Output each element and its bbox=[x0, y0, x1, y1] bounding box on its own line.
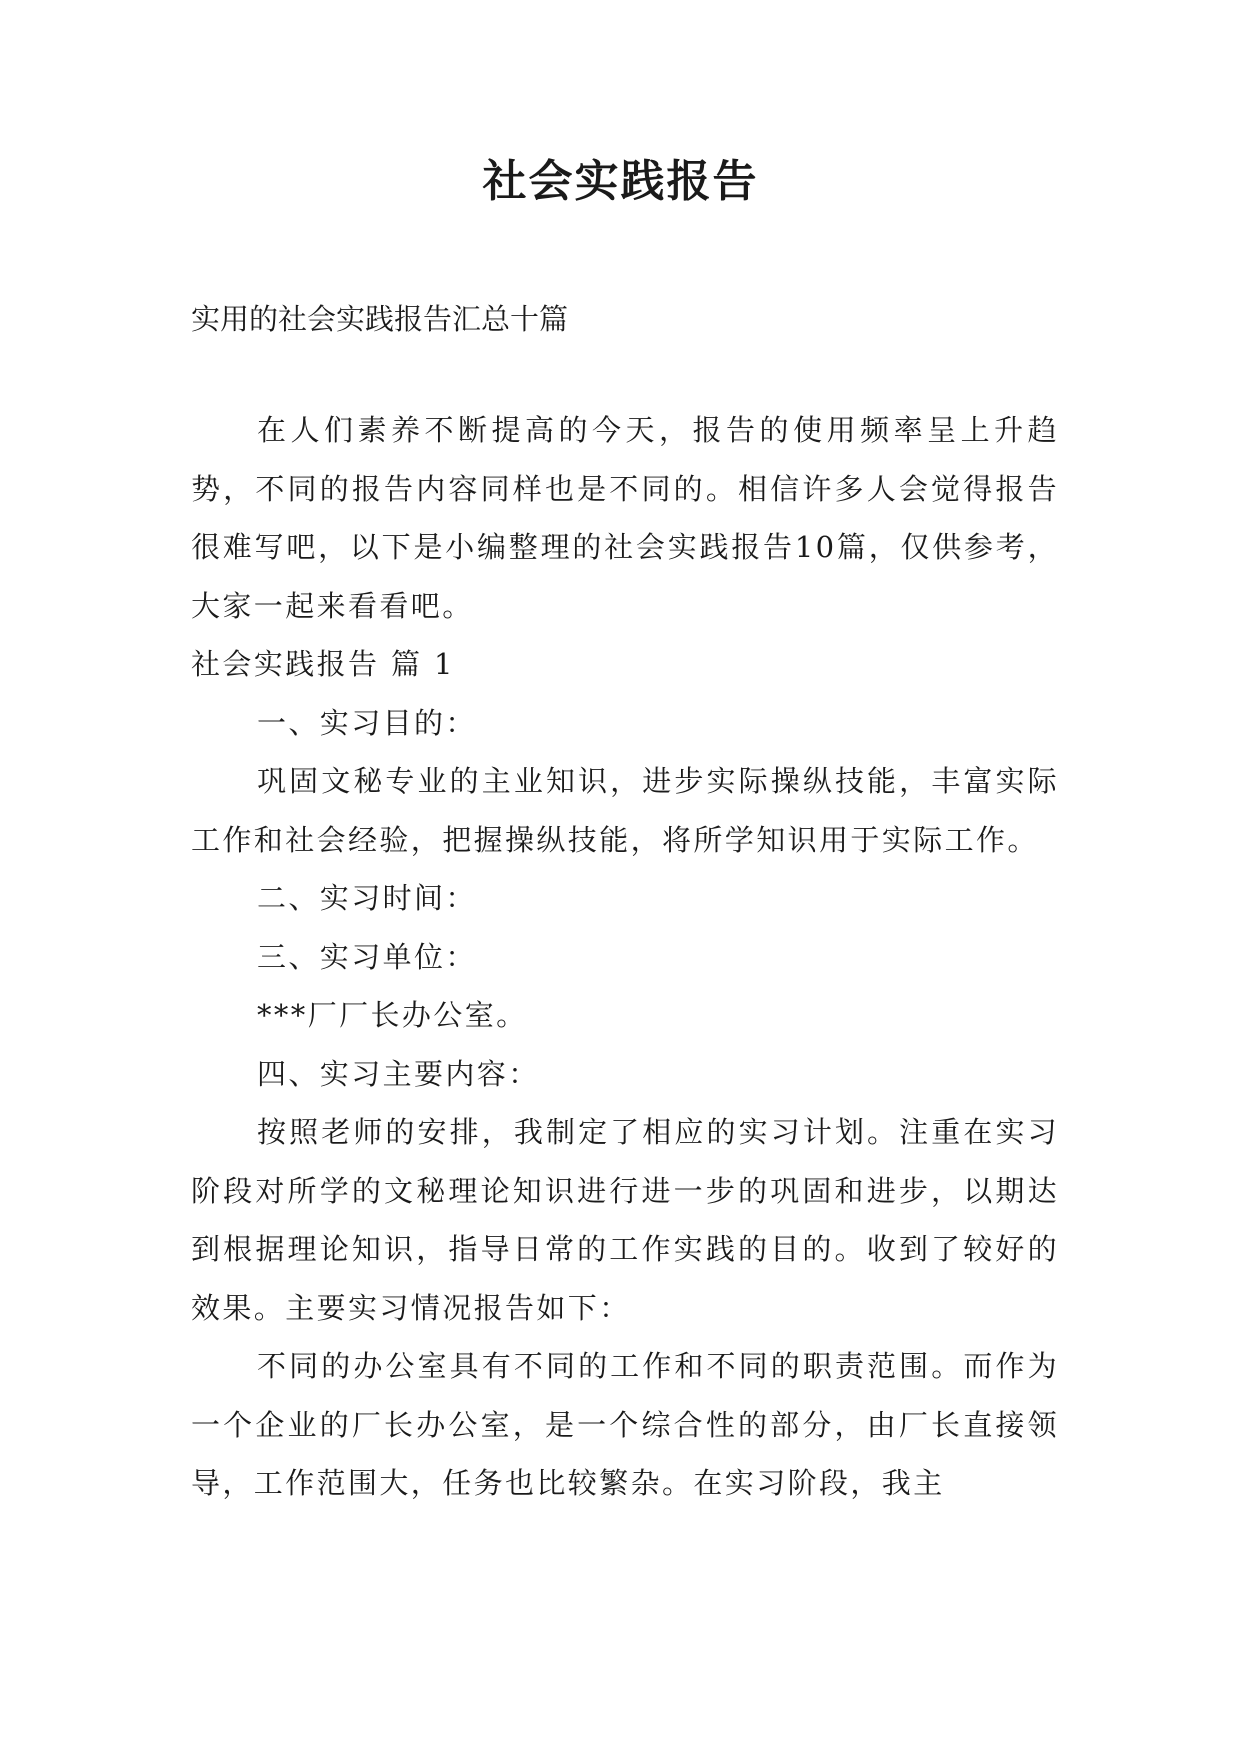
heading-internship-time: 二、实习时间： bbox=[257, 881, 477, 915]
document-body bbox=[191, 401, 1059, 1513]
document-title: 社会实践报告 bbox=[482, 156, 759, 207]
heading-internship-content: 四、实习主要内容： bbox=[257, 1056, 540, 1091]
document-subtitle: 实用的社会实践报告汇总十篇 bbox=[191, 302, 569, 336]
section-heading: 社会实践报告 篇 1 bbox=[191, 647, 455, 681]
heading-internship-purpose: 一、实习目的： bbox=[257, 705, 477, 740]
heading-internship-unit: 三、实习单位： bbox=[257, 939, 477, 974]
paragraph-internship-plan: 按照老师的安排，我制定了相应的实习计划。注重在实习阶段对所学的文秘理论知识进行进一步的巩固和进步，以期达到根据理论知识，指导日常的工作实践的目的。收到了较好的效果。主要实习情况报告如下： bbox=[191, 1115, 1059, 1325]
intro-paragraph: 在人们素养不断提高的今天，报告的使用频率呈上升趋势，不同的报告内容同样也是不同的。相信许多人会觉得报告很难写吧，以下是小编整理的社会实践报告10篇，仅供参考，大家一起来看看吧。 bbox=[191, 413, 1059, 623]
paragraph-internship-purpose: 巩固文秘专业的主业知识，进步实际操纵技能，丰富实际工作和社会经验，把握操纵技能，将所学知识用于实际工作。 bbox=[191, 764, 1059, 857]
paragraph-internship-unit: ***厂厂长办公室。 bbox=[257, 998, 528, 1032]
paragraph-office-duties: 不同的办公室具有不同的工作和不同的职责范围。而作为一个企业的厂长办公室，是一个综合性的部分，由厂长直接领导，工作范围大，任务也比较繁杂。在实习阶段，我主 bbox=[191, 1349, 1059, 1500]
